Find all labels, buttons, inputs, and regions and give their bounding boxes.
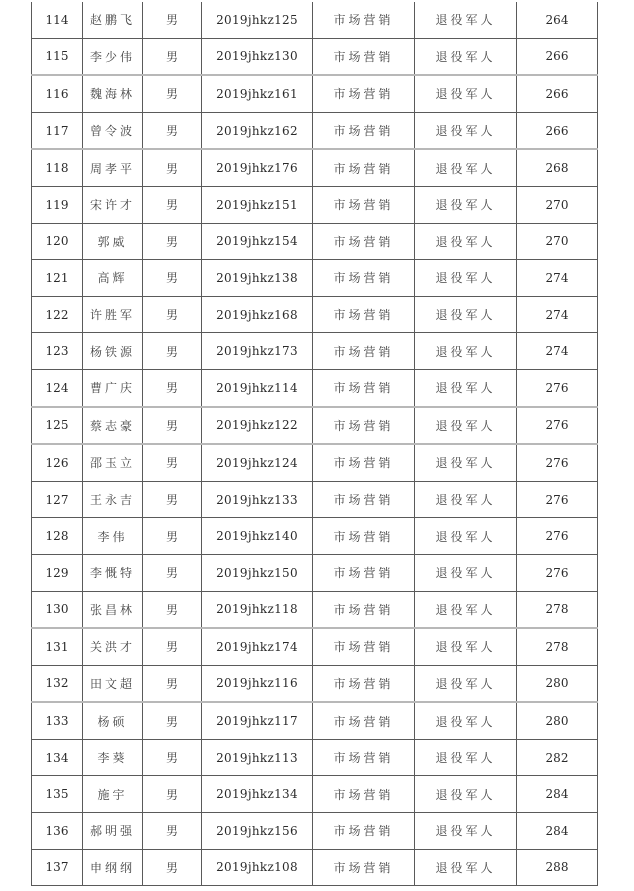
table-row <box>32 38 598 75</box>
cell-major: 市场营销 <box>313 665 415 702</box>
cell-name: 郭威 <box>83 223 143 260</box>
cell-name: 施宇 <box>83 776 143 813</box>
cell-serial-number: 137 <box>32 849 83 886</box>
cell-category: 退役军人 <box>415 591 517 628</box>
cell-category: 退役军人 <box>415 260 517 297</box>
cell-exam-id: 2019jhkz125 <box>202 2 313 38</box>
cell-score: 276 <box>517 407 598 445</box>
cell-serial-number: 120 <box>32 223 83 260</box>
cell-exam-id: 2019jhkz174 <box>202 628 313 665</box>
cell-category: 退役军人 <box>415 518 517 555</box>
cell-category: 退役军人 <box>415 444 517 481</box>
cell-name: 周孝平 <box>83 149 143 186</box>
table-row <box>32 776 598 813</box>
cell-exam-id: 2019jhkz108 <box>202 849 313 886</box>
cell-major: 市场营销 <box>313 75 415 112</box>
cell-gender: 男 <box>143 186 202 223</box>
cell-category: 退役军人 <box>415 149 517 186</box>
cell-serial-number: 118 <box>32 149 83 186</box>
cell-major: 市场营销 <box>313 2 415 38</box>
cell-major: 市场营销 <box>313 369 415 406</box>
cell-serial-number: 134 <box>32 739 83 776</box>
cell-score: 270 <box>517 223 598 260</box>
cell-score: 278 <box>517 591 598 628</box>
table-row <box>32 2 598 38</box>
cell-serial-number: 123 <box>32 333 83 370</box>
cell-name: 杨铁源 <box>83 333 143 370</box>
table-row <box>32 591 598 628</box>
cell-major: 市场营销 <box>313 223 415 260</box>
cell-serial-number: 127 <box>32 481 83 518</box>
cell-score: 284 <box>517 776 598 813</box>
cell-name: 许胜军 <box>83 296 143 333</box>
cell-gender: 男 <box>143 112 202 149</box>
cell-major: 市场营销 <box>313 481 415 518</box>
cell-exam-id: 2019jhkz124 <box>202 444 313 481</box>
cell-exam-id: 2019jhkz176 <box>202 149 313 186</box>
table-row <box>32 407 598 445</box>
cell-score: 276 <box>517 518 598 555</box>
table-row <box>32 369 598 406</box>
cell-gender: 男 <box>143 296 202 333</box>
cell-name: 曾令波 <box>83 112 143 149</box>
cell-gender: 男 <box>143 407 202 445</box>
cell-exam-id: 2019jhkz133 <box>202 481 313 518</box>
cell-category: 退役军人 <box>415 776 517 813</box>
cell-category: 退役军人 <box>415 702 517 739</box>
cell-major: 市场营销 <box>313 407 415 445</box>
cell-name: 曹广庆 <box>83 369 143 406</box>
cell-gender: 男 <box>143 369 202 406</box>
cell-major: 市场营销 <box>313 260 415 297</box>
cell-serial-number: 114 <box>32 2 83 38</box>
cell-name: 张昌林 <box>83 591 143 628</box>
cell-category: 退役军人 <box>415 333 517 370</box>
table-row <box>32 665 598 702</box>
cell-name: 赵鹏飞 <box>83 2 143 38</box>
cell-name: 魏海林 <box>83 75 143 112</box>
cell-gender: 男 <box>143 444 202 481</box>
cell-major: 市场营销 <box>313 186 415 223</box>
cell-major: 市场营销 <box>313 444 415 481</box>
cell-serial-number: 122 <box>32 296 83 333</box>
cell-category: 退役军人 <box>415 665 517 702</box>
cell-exam-id: 2019jhkz130 <box>202 38 313 75</box>
cell-name: 杨硕 <box>83 702 143 739</box>
cell-major: 市场营销 <box>313 591 415 628</box>
cell-gender: 男 <box>143 38 202 75</box>
cell-exam-id: 2019jhkz162 <box>202 112 313 149</box>
cell-gender: 男 <box>143 591 202 628</box>
cell-exam-id: 2019jhkz154 <box>202 223 313 260</box>
cell-gender: 男 <box>143 223 202 260</box>
cell-gender: 男 <box>143 75 202 112</box>
cell-category: 退役军人 <box>415 628 517 665</box>
cell-category: 退役军人 <box>415 112 517 149</box>
cell-exam-id: 2019jhkz161 <box>202 75 313 112</box>
cell-gender: 男 <box>143 518 202 555</box>
cell-serial-number: 124 <box>32 369 83 406</box>
cell-exam-id: 2019jhkz118 <box>202 591 313 628</box>
cell-major: 市场营销 <box>313 518 415 555</box>
cell-category: 退役军人 <box>415 75 517 112</box>
table-row <box>32 260 598 297</box>
cell-exam-id: 2019jhkz117 <box>202 702 313 739</box>
cell-score: 266 <box>517 38 598 75</box>
cell-score: 276 <box>517 369 598 406</box>
cell-score: 274 <box>517 260 598 297</box>
cell-gender: 男 <box>143 2 202 38</box>
cell-gender: 男 <box>143 739 202 776</box>
cell-score: 274 <box>517 296 598 333</box>
table-row <box>32 186 598 223</box>
cell-score: 276 <box>517 444 598 481</box>
cell-serial-number: 119 <box>32 186 83 223</box>
roster-table-body <box>32 2 598 886</box>
cell-exam-id: 2019jhkz116 <box>202 665 313 702</box>
cell-score: 288 <box>517 849 598 886</box>
cell-category: 退役军人 <box>415 38 517 75</box>
cell-category: 退役军人 <box>415 481 517 518</box>
cell-name: 关洪才 <box>83 628 143 665</box>
table-row <box>32 149 598 186</box>
cell-gender: 男 <box>143 481 202 518</box>
cell-serial-number: 131 <box>32 628 83 665</box>
table-row <box>32 112 598 149</box>
cell-gender: 男 <box>143 665 202 702</box>
table-row <box>32 813 598 850</box>
cell-major: 市场营销 <box>313 849 415 886</box>
cell-major: 市场营销 <box>313 554 415 591</box>
cell-serial-number: 126 <box>32 444 83 481</box>
cell-gender: 男 <box>143 260 202 297</box>
cell-major: 市场营销 <box>313 628 415 665</box>
cell-name: 邵玉立 <box>83 444 143 481</box>
cell-gender: 男 <box>143 849 202 886</box>
cell-score: 266 <box>517 75 598 112</box>
cell-name: 郝明强 <box>83 813 143 850</box>
cell-gender: 男 <box>143 333 202 370</box>
cell-category: 退役军人 <box>415 849 517 886</box>
cell-exam-id: 2019jhkz173 <box>202 333 313 370</box>
table-row <box>32 333 598 370</box>
cell-category: 退役军人 <box>415 554 517 591</box>
cell-gender: 男 <box>143 628 202 665</box>
cell-gender: 男 <box>143 813 202 850</box>
cell-exam-id: 2019jhkz151 <box>202 186 313 223</box>
cell-serial-number: 121 <box>32 260 83 297</box>
cell-category: 退役军人 <box>415 739 517 776</box>
cell-exam-id: 2019jhkz138 <box>202 260 313 297</box>
cell-exam-id: 2019jhkz113 <box>202 739 313 776</box>
cell-major: 市场营销 <box>313 702 415 739</box>
cell-serial-number: 135 <box>32 776 83 813</box>
cell-name: 李慨特 <box>83 554 143 591</box>
cell-score: 270 <box>517 186 598 223</box>
cell-category: 退役军人 <box>415 223 517 260</box>
table-row <box>32 75 598 112</box>
cell-score: 280 <box>517 665 598 702</box>
cell-serial-number: 132 <box>32 665 83 702</box>
cell-serial-number: 115 <box>32 38 83 75</box>
cell-exam-id: 2019jhkz150 <box>202 554 313 591</box>
cell-name: 田文超 <box>83 665 143 702</box>
cell-major: 市场营销 <box>313 296 415 333</box>
cell-exam-id: 2019jhkz114 <box>202 369 313 406</box>
cell-score: 278 <box>517 628 598 665</box>
cell-serial-number: 128 <box>32 518 83 555</box>
cell-name: 蔡志豪 <box>83 407 143 445</box>
cell-name: 王永吉 <box>83 481 143 518</box>
table-row <box>32 739 598 776</box>
cell-score: 284 <box>517 813 598 850</box>
cell-name: 宋许才 <box>83 186 143 223</box>
cell-major: 市场营销 <box>313 813 415 850</box>
cell-gender: 男 <box>143 776 202 813</box>
cell-score: 280 <box>517 702 598 739</box>
cell-category: 退役军人 <box>415 813 517 850</box>
cell-serial-number: 125 <box>32 407 83 445</box>
cell-category: 退役军人 <box>415 369 517 406</box>
table-row <box>32 554 598 591</box>
table-row <box>32 296 598 333</box>
cell-serial-number: 117 <box>32 112 83 149</box>
cell-serial-number: 129 <box>32 554 83 591</box>
cell-exam-id: 2019jhkz168 <box>202 296 313 333</box>
cell-category: 退役军人 <box>415 407 517 445</box>
cell-exam-id: 2019jhkz134 <box>202 776 313 813</box>
cell-category: 退役军人 <box>415 296 517 333</box>
cell-major: 市场营销 <box>313 776 415 813</box>
cell-major: 市场营销 <box>313 333 415 370</box>
table-row <box>32 849 598 886</box>
cell-exam-id: 2019jhkz156 <box>202 813 313 850</box>
table-row <box>32 444 598 481</box>
cell-gender: 男 <box>143 554 202 591</box>
cell-gender: 男 <box>143 702 202 739</box>
cell-gender: 男 <box>143 149 202 186</box>
cell-score: 266 <box>517 112 598 149</box>
roster-sheet <box>31 2 596 886</box>
cell-score: 282 <box>517 739 598 776</box>
cell-major: 市场营销 <box>313 38 415 75</box>
cell-score: 268 <box>517 149 598 186</box>
cell-exam-id: 2019jhkz122 <box>202 407 313 445</box>
cell-serial-number: 116 <box>32 75 83 112</box>
cell-score: 274 <box>517 333 598 370</box>
cell-category: 退役军人 <box>415 2 517 38</box>
cell-name: 李葵 <box>83 739 143 776</box>
table-row <box>32 518 598 555</box>
cell-major: 市场营销 <box>313 112 415 149</box>
table-row <box>32 628 598 665</box>
cell-serial-number: 133 <box>32 702 83 739</box>
table-row <box>32 481 598 518</box>
cell-major: 市场营销 <box>313 739 415 776</box>
cell-name: 李少伟 <box>83 38 143 75</box>
cell-score: 276 <box>517 554 598 591</box>
cell-name: 申纲纲 <box>83 849 143 886</box>
cell-exam-id: 2019jhkz140 <box>202 518 313 555</box>
cell-serial-number: 136 <box>32 813 83 850</box>
cell-category: 退役军人 <box>415 186 517 223</box>
cell-major: 市场营销 <box>313 149 415 186</box>
cell-score: 264 <box>517 2 598 38</box>
cell-name: 李伟 <box>83 518 143 555</box>
cell-name: 高辉 <box>83 260 143 297</box>
roster-table <box>31 2 598 886</box>
table-row <box>32 702 598 739</box>
cell-serial-number: 130 <box>32 591 83 628</box>
cell-score: 276 <box>517 481 598 518</box>
table-row <box>32 223 598 260</box>
